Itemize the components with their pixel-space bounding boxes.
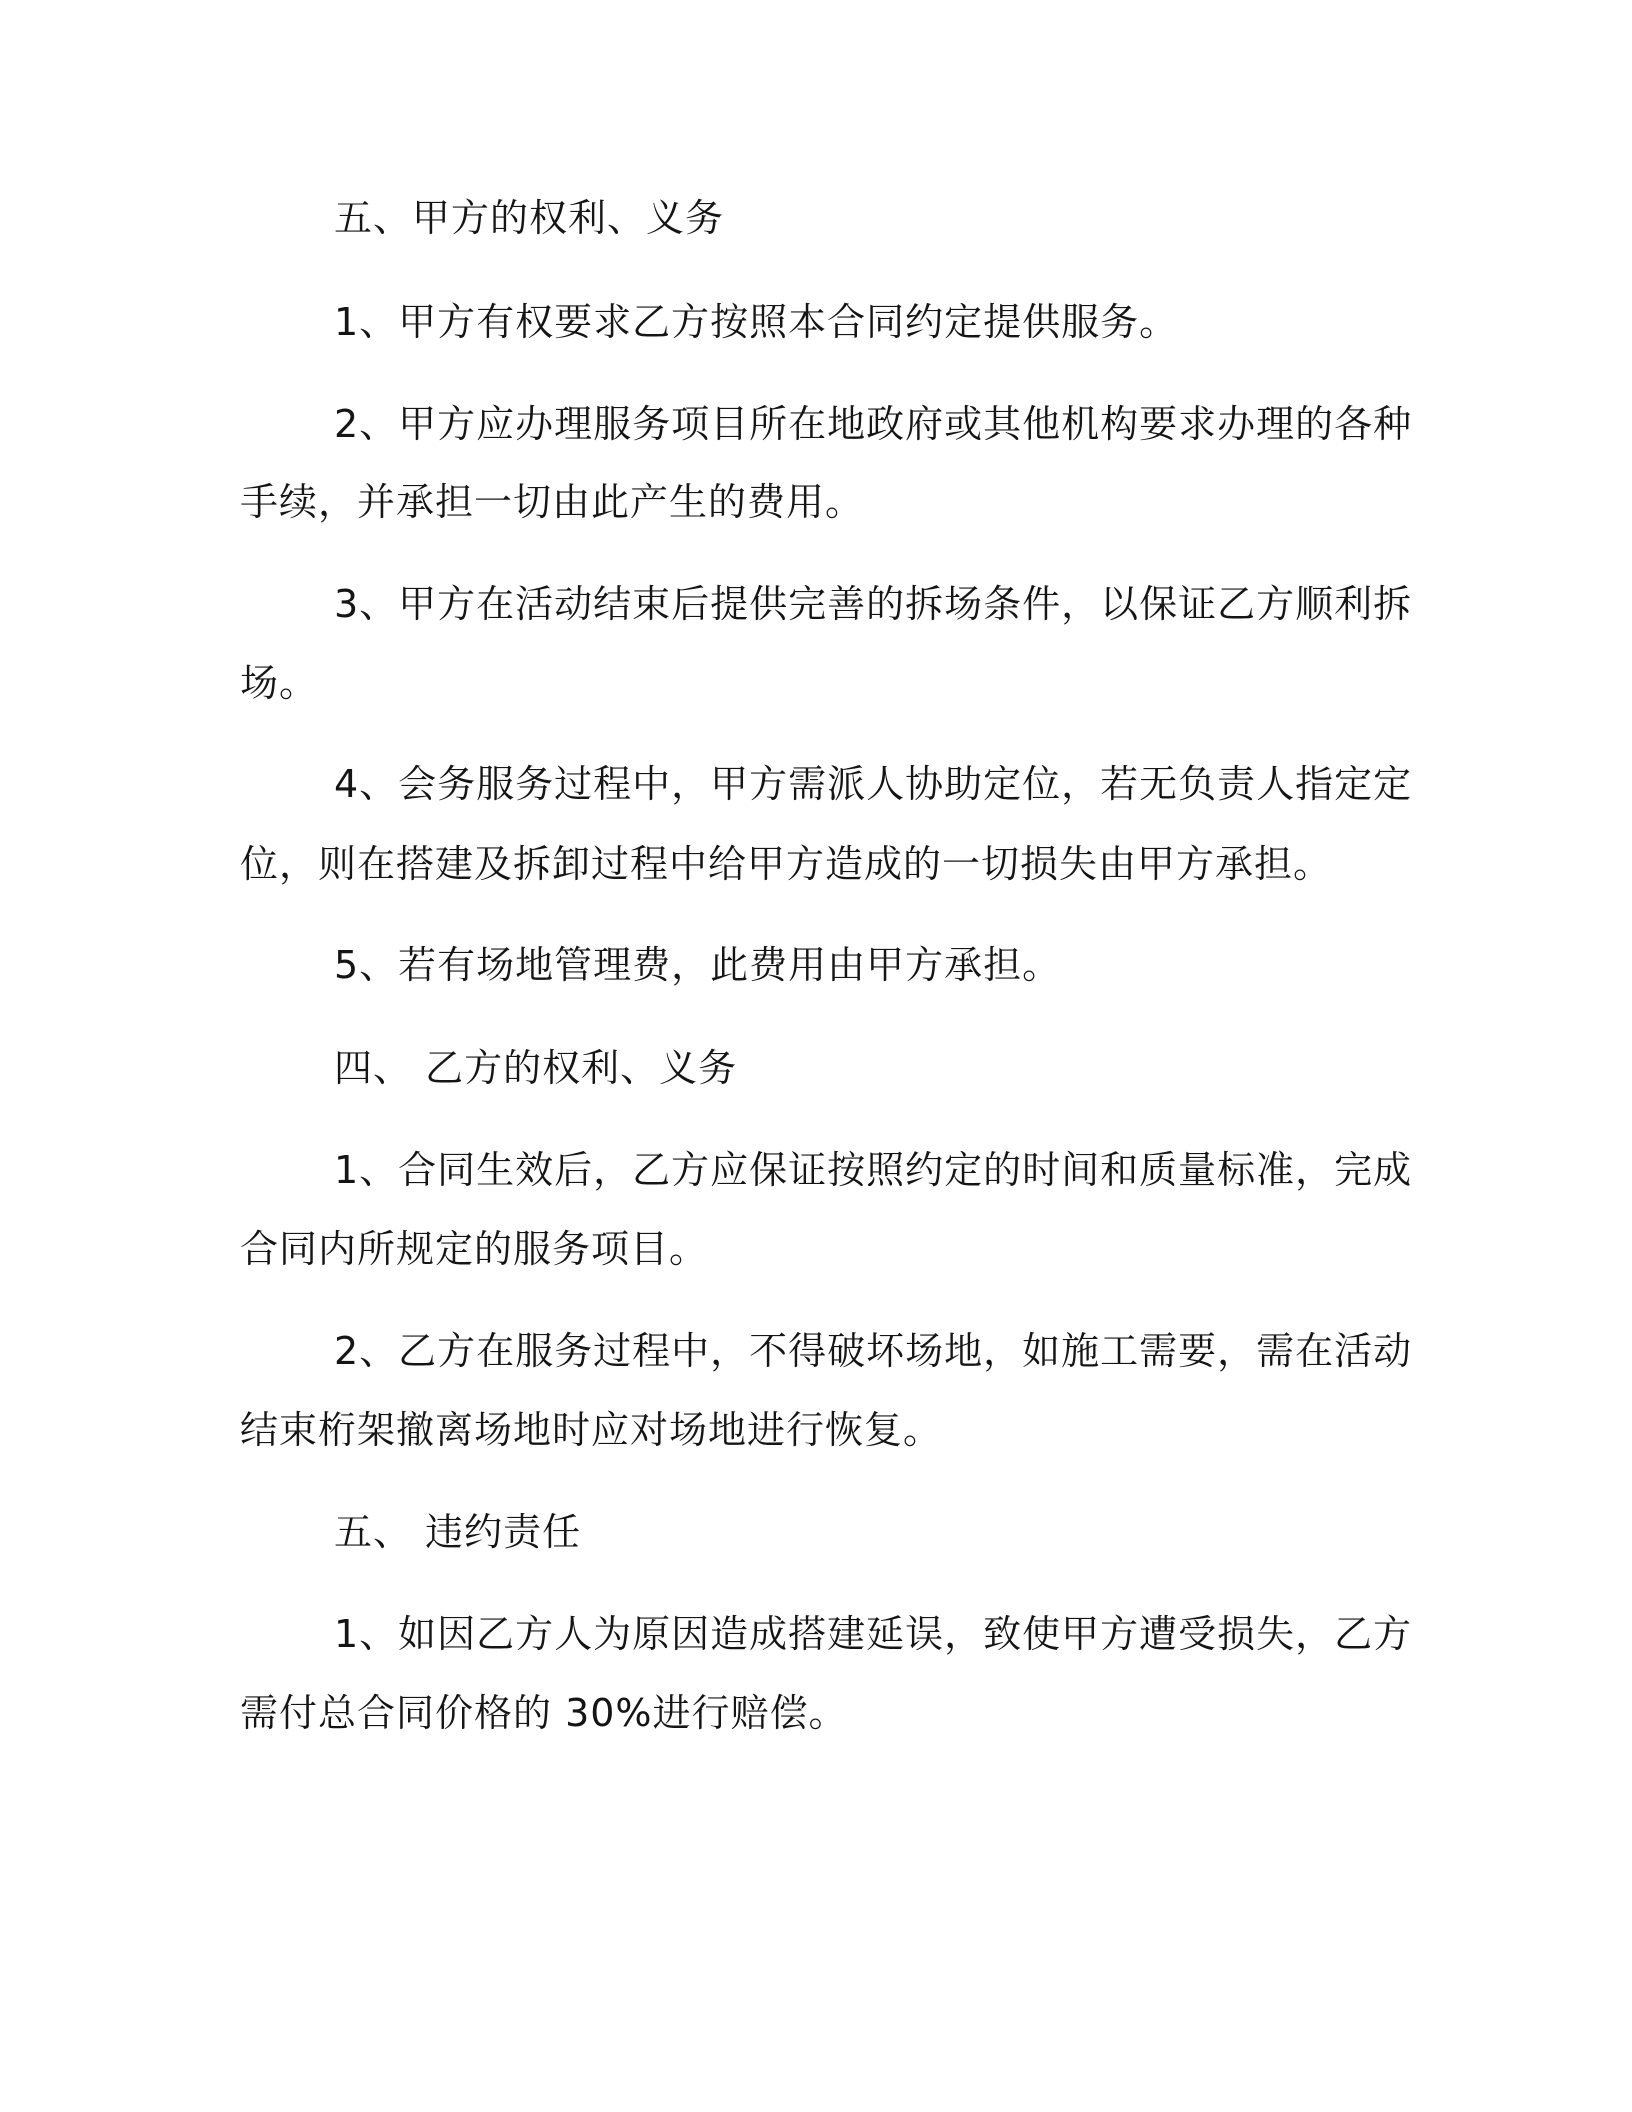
section-heading-breach-liability: 五、 违约责任: [334, 1510, 582, 1554]
clause-b1-line1: 1、合同生效后，乙方应保证按照约定的时间和质量标准，完成: [334, 1148, 1413, 1192]
section-heading-party-a-rights: 五、甲方的权利、义务: [334, 196, 725, 240]
clause-b2-line2: 结束桁架撤离场地时应对场地进行恢复。: [240, 1408, 943, 1452]
clause-a3-line2: 场。: [240, 661, 319, 705]
section-heading-party-b-rights: 四、 乙方的权利、义务: [334, 1046, 738, 1090]
clause-c1-line1: 1、如因乙方人为原因造成搭建延误，致使甲方遭受损失，乙方: [334, 1612, 1413, 1656]
clause-b1-line2: 合同内所规定的服务项目。: [240, 1227, 709, 1271]
clause-b2-line1: 2、乙方在服务过程中，不得破坏场地，如施工需要，需在活动: [334, 1329, 1413, 1373]
clause-a4-line1: 4、会务服务过程中，甲方需派人协助定位，若无负责人指定定: [334, 762, 1413, 806]
clause-a5: 5、若有场地管理费，此费用由甲方承担。: [334, 943, 1062, 987]
clause-a1: 1、甲方有权要求乙方按照本合同约定提供服务。: [334, 300, 1179, 344]
clause-c1-line2: 需付总合同价格的 30%进行赔偿。: [240, 1691, 848, 1735]
clause-a2-line2: 手续，并承担一切由此产生的费用。: [240, 480, 865, 524]
clause-a3-line1: 3、甲方在活动结束后提供完善的拆场条件，以保证乙方顺利拆: [334, 582, 1413, 626]
clause-a2-line1: 2、甲方应办理服务项目所在地政府或其他机构要求办理的各种: [334, 402, 1413, 446]
clause-a4-line2: 位，则在搭建及拆卸过程中给甲方造成的一切损失由甲方承担。: [240, 842, 1333, 886]
